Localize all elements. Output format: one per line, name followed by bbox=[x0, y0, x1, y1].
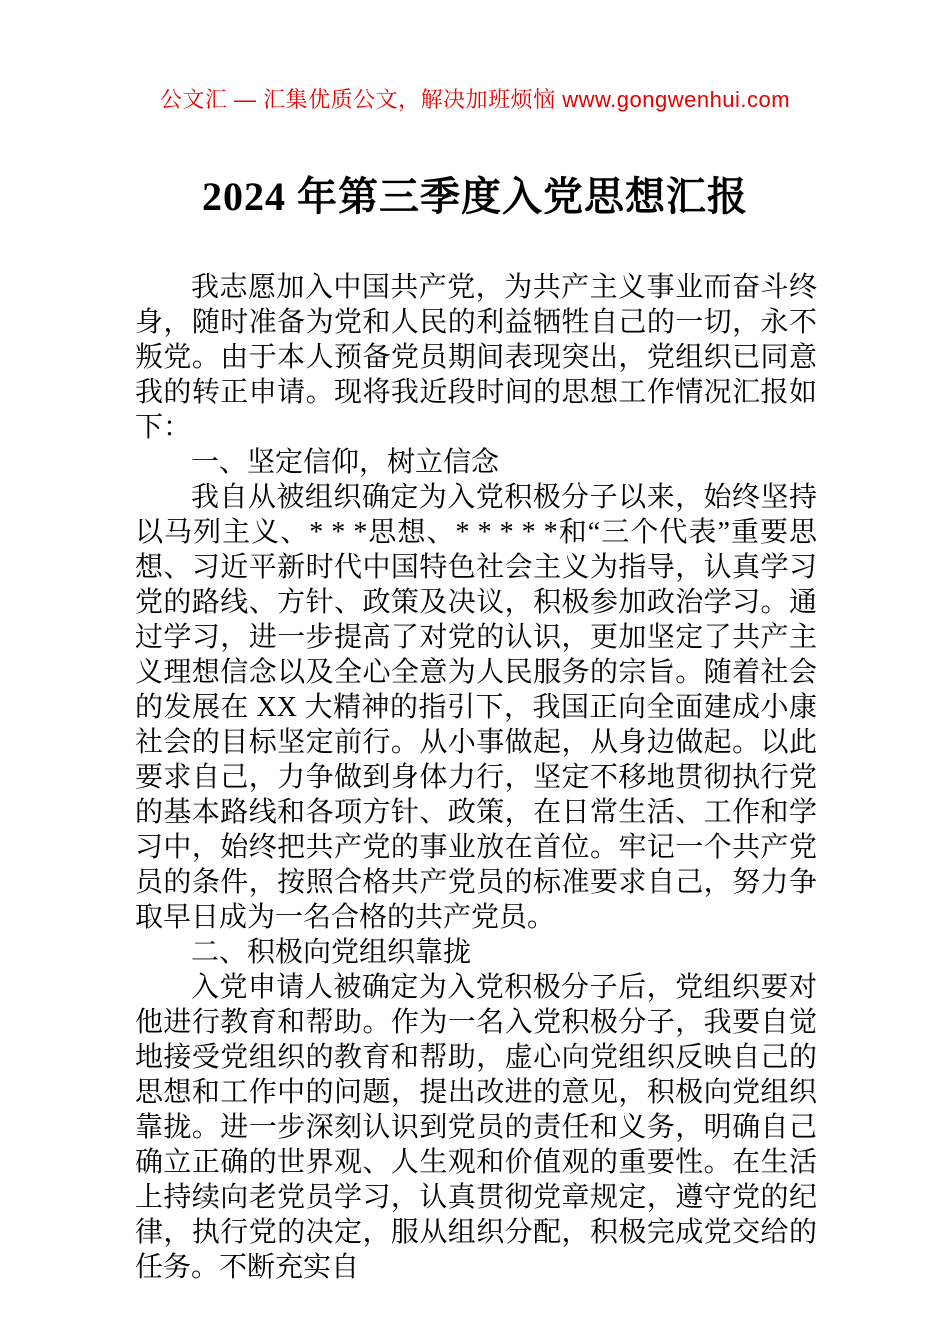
section-heading-2: 二、积极向党组织靠拢 bbox=[191, 937, 472, 968]
paragraph-intro: 我志愿加入中国共产党，为共产主义事业而奋斗终身，随时准备为党和人民的利益牺牲自己的一切，永不叛党。由于本人预备党员期间表现突出，党组织已同意我的转正申请。现将我近段时间的思想工作情况汇报如下： bbox=[135, 272, 817, 443]
document-title: 2024 年第三季度入党思想汇报 bbox=[202, 174, 748, 219]
site-watermark-header bbox=[0, 84, 950, 116]
section-heading-1: 一、坚定信仰，树立信念 bbox=[191, 447, 500, 478]
document-body bbox=[135, 270, 817, 1285]
paragraph-section-1: 我自从被组织确定为入党积极分子以来，始终坚持以马列主义、* * *思想、* * * * *和“三个代表”重要思想、习近平新时代中国特色社会主义为指导，认真学习党的路线、方针、政策及决议，积极参加政治学习。通过学习，进一步提高了对党的认识，更加坚定了共产主义理想信念以及全心全意为人民服务的宗旨。随着社会的发展在 XX 大精神的指引下，我国正向全面建成小康社会的目标坚定前行。从小事做起，从身边做起。以此要求自己，力争做到身体力行，坚定不移地贯彻执行党的基本路线和各项方针、政策，在日常生活、工作和学习中，始终把共产党的事业放在首位。牢记一个共产党员的条件，按照合格共产党员的标准要求自己，努力争取早日成为一名合格的共产党员。 bbox=[135, 482, 817, 933]
site-watermark-text: 公文汇 — 汇集优质公文，解决加班烦恼 www.gongwenhui.com bbox=[159, 87, 791, 112]
paragraph-section-2: 入党申请人被确定为入党积极分子后，党组织要对他进行教育和帮助。作为一名入党积极分子，我要自觉地接受党组织的教育和帮助，虚心向党组织反映自己的思想和工作中的问题，提出改进的意见，积极向党组织靠拢。进一步深刻认识到党员的责任和义务，明确自己确立正确的世界观、人生观和价值观的重要性。在生活上持续向老党员学习，认真贯彻党章规定，遵守党的纪律，执行党的决定，服从组织分配，积极完成党交给的任务。不断充实自 bbox=[135, 972, 817, 1283]
